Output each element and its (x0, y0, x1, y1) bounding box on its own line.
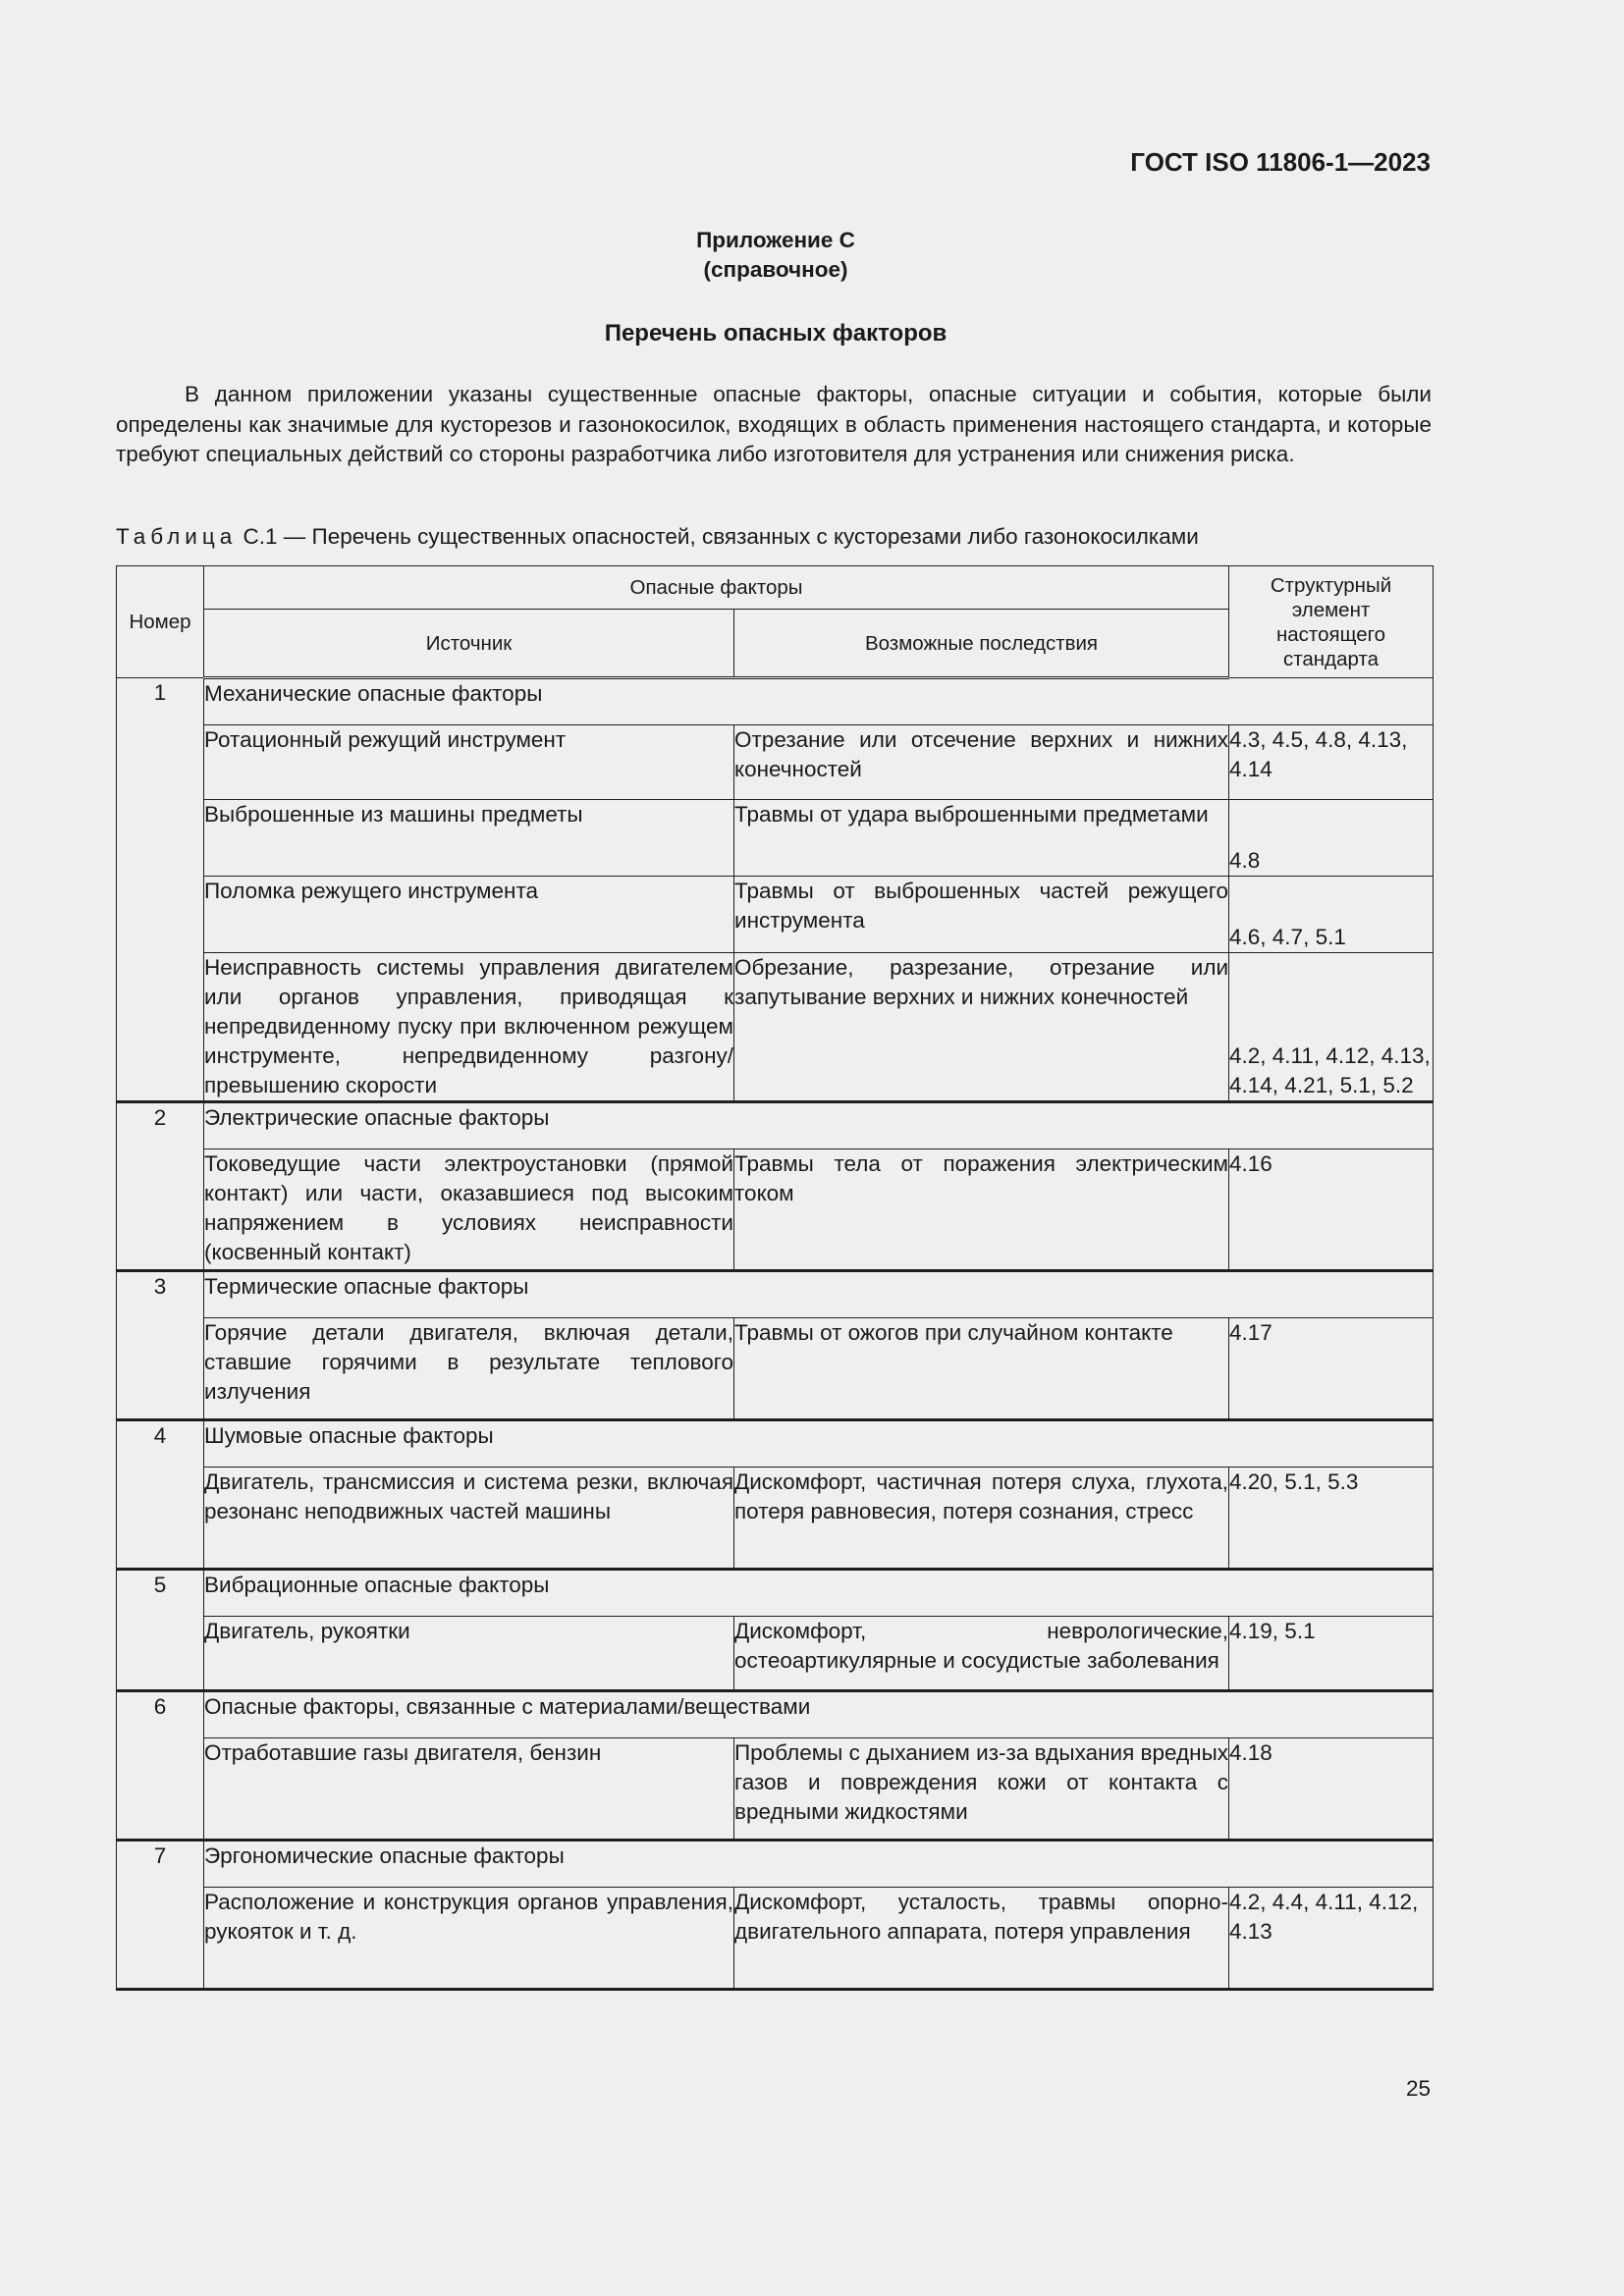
group-title: Термические опасные факторы (204, 1271, 1434, 1318)
table-caption-word: Таблица (116, 524, 238, 549)
group-number: 3 (117, 1271, 204, 1420)
header-hazards: Опасные факторы (204, 566, 1229, 610)
hazard-source: Неисправность системы управления двигателем или органов управления, приводящая к непредвиденному пуску при включенном режущем инструменте, непредвиденному разгону/превышению скорости (204, 953, 734, 1102)
group-title: Электрические опасные факторы (204, 1102, 1434, 1149)
hazard-source: Выброшенные из машины предметы (204, 800, 734, 877)
intro-paragraph: В данном приложении указаны существенные опасные факторы, опасные ситуации и события, которые были определены как значимые для кусторезов и газонокосилок, входящих в область применения настоящего стандарта, и которые требуют специальных действий со стороны разработчика либо изготовителя для устранения или снижения риска. (116, 382, 1432, 466)
hazard-consequences: Отрезание или отсечение верхних и нижних конечностей (734, 725, 1229, 800)
group-number: 1 (117, 678, 204, 1102)
hazard-source: Токоведущие части электроустановки (прямой контакт) или части, оказавшиеся под высоким напряжением в условиях неисправности (косвенный контакт) (204, 1149, 734, 1271)
table-row (117, 725, 1434, 800)
group-title: Механические опасные факторы (204, 678, 1434, 725)
group-number: 5 (117, 1570, 204, 1691)
group-title-row (117, 678, 1434, 725)
header-number: Номер (117, 566, 204, 678)
hazard-source: Двигатель, рукоятки (204, 1617, 734, 1691)
standard-code: ГОСТ ISO 11806-1—2023 (1130, 147, 1431, 177)
hazard-source: Отработавшие газы двигателя, бензин (204, 1738, 734, 1841)
page-title: Перечень опасных факторов (604, 320, 947, 347)
appendix-status: (справочное) (703, 257, 848, 282)
table-row (117, 1888, 1434, 1990)
hazard-source: Поломка режущего инструмента (204, 877, 734, 953)
group-title-row (117, 1102, 1434, 1149)
hazard-clause: 4.6, 4.7, 5.1 (1229, 877, 1434, 953)
page-number: 25 (1405, 2076, 1431, 2101)
hazard-consequences: Травмы от выброшенных частей режущего инструмента (734, 877, 1229, 953)
hazard-source: Расположение и конструкция органов управления, рукояток и т. д. (204, 1888, 734, 1990)
hazard-consequences: Обрезание, разрезание, отрезание или запутывание верхних и нижних конечностей (734, 953, 1229, 1102)
hazard-clause: 4.16 (1229, 1149, 1434, 1271)
group-title-row (117, 1691, 1434, 1738)
table-row (117, 1617, 1434, 1691)
group-title: Вибрационные опасные факторы (204, 1570, 1434, 1617)
hazard-source: Ротационный режущий инструмент (204, 725, 734, 800)
hazards-table (116, 565, 1434, 1991)
group-title: Эргономические опасные факторы (204, 1841, 1434, 1888)
hazard-consequences: Дискомфорт, усталость, травмы опорно-двигательного аппарата, потеря управления (734, 1888, 1229, 1990)
hazard-consequences: Дискомфорт, неврологические, остеоартикулярные и сосудистые заболевания (734, 1617, 1229, 1691)
table-row (117, 1149, 1434, 1271)
hazard-source: Двигатель, трансмиссия и система резки, включая резонанс неподвижных частей машины (204, 1468, 734, 1570)
table-row (117, 953, 1434, 1102)
hazard-clause: 4.2, 4.4, 4.11, 4.12, 4.13 (1229, 1888, 1434, 1990)
table-row (117, 1318, 1434, 1420)
table-row (117, 877, 1434, 953)
hazard-clause: 4.2, 4.11, 4.12, 4.13, 4.14, 4.21, 5.1, 5.2 (1229, 953, 1434, 1102)
hazard-consequences: Дискомфорт, частичная потеря слуха, глухота, потеря равновесия, потеря сознания, стресс (734, 1468, 1229, 1570)
group-title-row (117, 1570, 1434, 1617)
table-row (117, 800, 1434, 877)
appendix-label: Приложение С (696, 228, 855, 252)
group-title: Опасные факторы, связанные с материалами/веществами (204, 1691, 1434, 1738)
hazard-clause: 4.8 (1229, 800, 1434, 877)
group-title-row (117, 1841, 1434, 1888)
group-title-row (117, 1271, 1434, 1318)
header-source: Источник (204, 610, 734, 678)
group-title: Шумовые опасные факторы (204, 1420, 1434, 1468)
header-consequences: Возможные последствия (734, 610, 1229, 678)
header-clause: Структурный элемент настоящего стандарта (1229, 566, 1434, 678)
hazard-consequences: Травмы тела от поражения электрическим током (734, 1149, 1229, 1271)
hazard-consequences: Проблемы с дыханием из-за вдыхания вредных газов и повреждения кожи от контакта с вредными жидкостями (734, 1738, 1229, 1841)
group-number: 7 (117, 1841, 204, 1990)
hazard-clause: 4.3, 4.5, 4.8, 4.13, 4.14 (1229, 725, 1434, 800)
group-number: 6 (117, 1691, 204, 1841)
hazard-clause: 4.18 (1229, 1738, 1434, 1841)
hazard-consequences: Травмы от удара выброшенными предметами (734, 800, 1229, 877)
group-number: 4 (117, 1420, 204, 1570)
table-caption-text: С.1 — Перечень существенных опасностей, связанных с кусторезами либо газонокосилками (243, 524, 1199, 549)
table-row (117, 1738, 1434, 1841)
group-number: 2 (117, 1102, 204, 1271)
table-caption (116, 524, 1199, 550)
group-title-row (117, 1420, 1434, 1468)
hazards-table-body (117, 678, 1434, 1990)
hazard-clause: 4.17 (1229, 1318, 1434, 1420)
appendix-heading (0, 226, 1551, 285)
table-row (117, 1468, 1434, 1570)
hazard-consequences: Травмы от ожогов при случайном контакте (734, 1318, 1229, 1420)
hazard-clause: 4.19, 5.1 (1229, 1617, 1434, 1691)
hazard-source: Горячие детали двигателя, включая детали, ставшие горячими в результате теплового излучения (204, 1318, 734, 1420)
hazard-clause: 4.20, 5.1, 5.3 (1229, 1468, 1434, 1570)
